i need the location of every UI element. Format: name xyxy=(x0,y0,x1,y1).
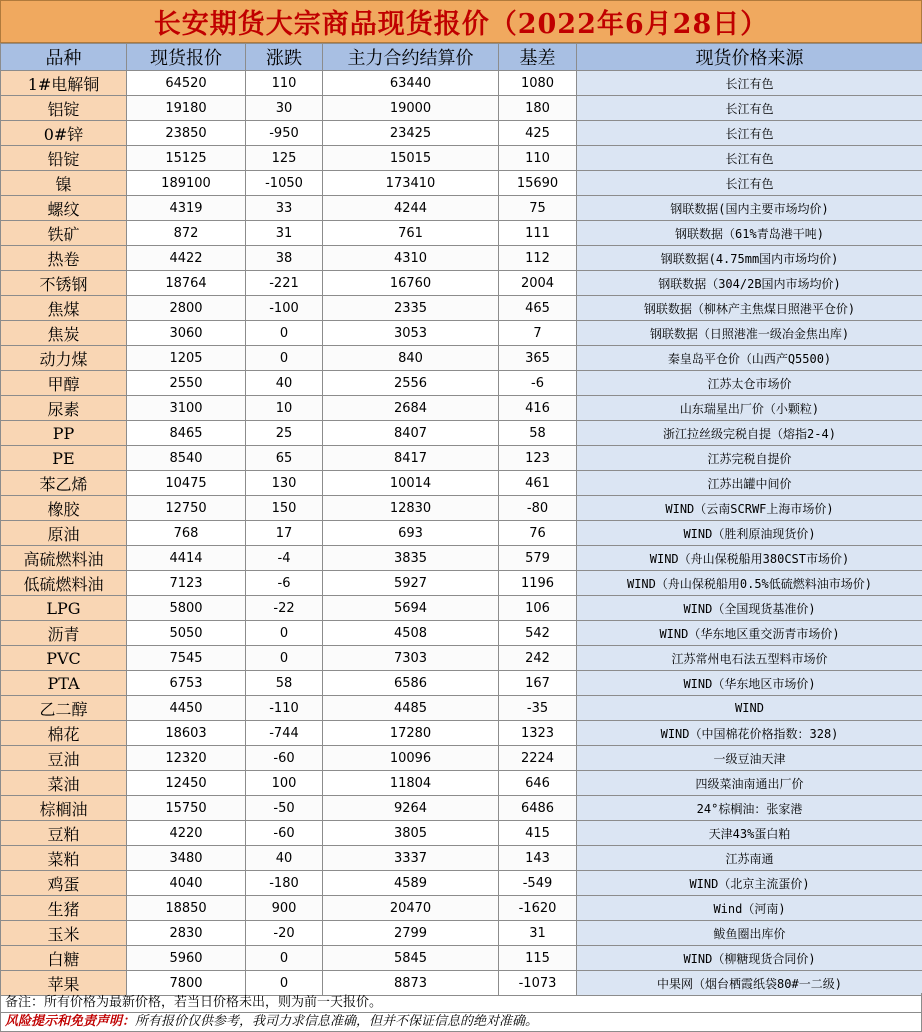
cell-basis: 416 xyxy=(499,396,577,421)
table-row xyxy=(1,971,922,996)
cell-price-source: WIND（华东地区市场价) xyxy=(577,671,922,696)
cell-settlement-price: 2684 xyxy=(323,396,499,421)
cell-spot-price: 5960 xyxy=(127,946,246,971)
table-row xyxy=(1,821,922,846)
table-row xyxy=(1,596,922,621)
cell-change: -4 xyxy=(246,546,323,571)
table-row xyxy=(1,221,922,246)
cell-price-source: 秦皇岛平仓价（山西产Q5500) xyxy=(577,346,922,371)
cell-change: -20 xyxy=(246,921,323,946)
table-row xyxy=(1,721,922,746)
cell-basis: 110 xyxy=(499,146,577,171)
cell-settlement-price: 19000 xyxy=(323,96,499,121)
table-row xyxy=(1,171,922,196)
cell-basis: -80 xyxy=(499,496,577,521)
cell-change: 31 xyxy=(246,221,323,246)
cell-spot-price: 10475 xyxy=(127,471,246,496)
cell-spot-price: 8540 xyxy=(127,446,246,471)
table-row xyxy=(1,121,922,146)
cell-change: -221 xyxy=(246,271,323,296)
cell-price-source: 一级豆油天津 xyxy=(577,746,922,771)
cell-settlement-price: 5694 xyxy=(323,596,499,621)
cell-price-source: Wind（河南) xyxy=(577,896,922,921)
cell-variety: 尿素 xyxy=(1,396,127,421)
table-row xyxy=(1,196,922,221)
cell-settlement-price: 5927 xyxy=(323,571,499,596)
header-change: 涨跌 xyxy=(246,44,323,71)
cell-basis: 167 xyxy=(499,671,577,696)
title-bar xyxy=(0,0,922,43)
cell-variety: 焦煤 xyxy=(1,296,127,321)
cell-variety: 原油 xyxy=(1,521,127,546)
cell-basis: 1323 xyxy=(499,721,577,746)
cell-price-source: 四级菜油南通出厂价 xyxy=(577,771,922,796)
cell-basis: 415 xyxy=(499,821,577,846)
cell-change: 40 xyxy=(246,846,323,871)
cell-spot-price: 6753 xyxy=(127,671,246,696)
cell-basis: 242 xyxy=(499,646,577,671)
cell-basis: 6486 xyxy=(499,796,577,821)
cell-change: 150 xyxy=(246,496,323,521)
table-row xyxy=(1,321,922,346)
cell-variety: PE xyxy=(1,446,127,471)
cell-change: 125 xyxy=(246,146,323,171)
cell-spot-price: 7545 xyxy=(127,646,246,671)
cell-variety: 棕榈油 xyxy=(1,796,127,821)
cell-change: 30 xyxy=(246,96,323,121)
table-row xyxy=(1,571,922,596)
cell-variety: 豆粕 xyxy=(1,821,127,846)
cell-spot-price: 5800 xyxy=(127,596,246,621)
table-row xyxy=(1,96,922,121)
cell-price-source: 钢联数据（柳林产主焦煤日照港平仓价) xyxy=(577,296,922,321)
cell-spot-price: 3480 xyxy=(127,846,246,871)
cell-basis: 15690 xyxy=(499,171,577,196)
cell-settlement-price: 8873 xyxy=(323,971,499,996)
cell-settlement-price: 23425 xyxy=(323,121,499,146)
cell-change: 0 xyxy=(246,321,323,346)
table-row xyxy=(1,546,922,571)
cell-variety: 热卷 xyxy=(1,246,127,271)
table-row xyxy=(1,246,922,271)
cell-variety: 生猪 xyxy=(1,896,127,921)
table-row xyxy=(1,771,922,796)
cell-variety: LPG xyxy=(1,596,127,621)
cell-change: -60 xyxy=(246,746,323,771)
cell-change: 17 xyxy=(246,521,323,546)
cell-change: 900 xyxy=(246,896,323,921)
cell-basis: 75 xyxy=(499,196,577,221)
cell-basis: 106 xyxy=(499,596,577,621)
cell-basis: 123 xyxy=(499,446,577,471)
cell-settlement-price: 8417 xyxy=(323,446,499,471)
cell-price-source: WIND（云南SCRWF上海市场价) xyxy=(577,496,922,521)
cell-spot-price: 3100 xyxy=(127,396,246,421)
cell-change: -744 xyxy=(246,721,323,746)
cell-change: -100 xyxy=(246,296,323,321)
cell-spot-price: 64520 xyxy=(127,71,246,96)
cell-variety: 苹果 xyxy=(1,971,127,996)
cell-settlement-price: 840 xyxy=(323,346,499,371)
cell-variety: 棉花 xyxy=(1,721,127,746)
header-spot-price: 现货报价 xyxy=(127,44,246,71)
table-row xyxy=(1,621,922,646)
cell-price-source: WIND（胜利原油现货价) xyxy=(577,521,922,546)
cell-settlement-price: 693 xyxy=(323,521,499,546)
cell-price-source: 钢联数据(4.75mm国内市场均价) xyxy=(577,246,922,271)
table-row xyxy=(1,71,922,96)
cell-variety: 1#电解铜 xyxy=(1,71,127,96)
cell-change: 0 xyxy=(246,946,323,971)
cell-settlement-price: 4310 xyxy=(323,246,499,271)
cell-spot-price: 4040 xyxy=(127,871,246,896)
cell-price-source: 浙江拉丝级完税自提（熔指2-4) xyxy=(577,421,922,446)
cell-spot-price: 4220 xyxy=(127,821,246,846)
cell-settlement-price: 16760 xyxy=(323,271,499,296)
cell-change: 0 xyxy=(246,971,323,996)
cell-price-source: 钢联数据（日照港准一级冶金焦出库) xyxy=(577,321,922,346)
cell-change: -60 xyxy=(246,821,323,846)
cell-settlement-price: 4589 xyxy=(323,871,499,896)
cell-price-source: 江苏常州电石法五型料市场价 xyxy=(577,646,922,671)
price-table xyxy=(0,43,922,996)
cell-spot-price: 4422 xyxy=(127,246,246,271)
cell-price-source: 江苏南通 xyxy=(577,846,922,871)
table-row xyxy=(1,696,922,721)
cell-price-source: WIND（舟山保税船用0.5%低硫燃料油市场价) xyxy=(577,571,922,596)
cell-variety: 橡胶 xyxy=(1,496,127,521)
cell-settlement-price: 17280 xyxy=(323,721,499,746)
table-row xyxy=(1,796,922,821)
cell-spot-price: 768 xyxy=(127,521,246,546)
cell-change: -22 xyxy=(246,596,323,621)
cell-change: 25 xyxy=(246,421,323,446)
cell-price-source: 山东瑞星出厂价（小颗粒) xyxy=(577,396,922,421)
table-row xyxy=(1,946,922,971)
cell-basis: 111 xyxy=(499,221,577,246)
cell-settlement-price: 761 xyxy=(323,221,499,246)
cell-change: 110 xyxy=(246,71,323,96)
cell-change: 40 xyxy=(246,371,323,396)
cell-variety: PVC xyxy=(1,646,127,671)
cell-variety: 铝锭 xyxy=(1,96,127,121)
cell-spot-price: 1205 xyxy=(127,346,246,371)
cell-basis: 365 xyxy=(499,346,577,371)
header-row xyxy=(1,44,922,71)
cell-basis: 646 xyxy=(499,771,577,796)
cell-basis: 465 xyxy=(499,296,577,321)
cell-variety: 镍 xyxy=(1,171,127,196)
cell-basis: 2004 xyxy=(499,271,577,296)
cell-spot-price: 3060 xyxy=(127,321,246,346)
table-row xyxy=(1,496,922,521)
cell-price-source: 天津43%蛋白粕 xyxy=(577,821,922,846)
cell-spot-price: 4414 xyxy=(127,546,246,571)
cell-change: 0 xyxy=(246,646,323,671)
cell-spot-price: 2830 xyxy=(127,921,246,946)
table-row xyxy=(1,671,922,696)
sheet-title: 长安期货大宗商品现货报价（2022年6月28日） xyxy=(153,9,769,40)
table-row xyxy=(1,871,922,896)
cell-settlement-price: 7303 xyxy=(323,646,499,671)
cell-variety: 沥青 xyxy=(1,621,127,646)
cell-spot-price: 18603 xyxy=(127,721,246,746)
cell-price-source: 长江有色 xyxy=(577,171,922,196)
table-row xyxy=(1,421,922,446)
cell-spot-price: 2800 xyxy=(127,296,246,321)
cell-variety: 白糖 xyxy=(1,946,127,971)
cell-variety: 不锈钢 xyxy=(1,271,127,296)
cell-variety: PTA xyxy=(1,671,127,696)
cell-spot-price: 15750 xyxy=(127,796,246,821)
cell-change: 10 xyxy=(246,396,323,421)
cell-price-source: 24°棕榈油：张家港 xyxy=(577,796,922,821)
cell-variety: 焦炭 xyxy=(1,321,127,346)
cell-spot-price: 5050 xyxy=(127,621,246,646)
cell-spot-price: 12320 xyxy=(127,746,246,771)
cell-basis: 7 xyxy=(499,321,577,346)
cell-spot-price: 7123 xyxy=(127,571,246,596)
cell-price-source: 钢联数据（61%青岛港干吨) xyxy=(577,221,922,246)
cell-price-source: 江苏出罐中间价 xyxy=(577,471,922,496)
cell-basis: -35 xyxy=(499,696,577,721)
cell-basis: 2224 xyxy=(499,746,577,771)
table-row xyxy=(1,746,922,771)
cell-spot-price: 23850 xyxy=(127,121,246,146)
cell-price-source: 江苏太仓市场价 xyxy=(577,371,922,396)
table-row xyxy=(1,271,922,296)
cell-change: -110 xyxy=(246,696,323,721)
cell-basis: 58 xyxy=(499,421,577,446)
cell-price-source: WIND xyxy=(577,696,922,721)
cell-price-source: 钢联数据(国内主要市场均价) xyxy=(577,196,922,221)
cell-basis: 112 xyxy=(499,246,577,271)
cell-change: 38 xyxy=(246,246,323,271)
table-row xyxy=(1,646,922,671)
cell-spot-price: 18850 xyxy=(127,896,246,921)
cell-variety: 甲醇 xyxy=(1,371,127,396)
cell-change: -50 xyxy=(246,796,323,821)
cell-settlement-price: 4508 xyxy=(323,621,499,646)
cell-price-source: 长江有色 xyxy=(577,146,922,171)
cell-settlement-price: 3053 xyxy=(323,321,499,346)
cell-price-source: 长江有色 xyxy=(577,96,922,121)
cell-basis: -1620 xyxy=(499,896,577,921)
footnote-text: 备注：所有价格为最新价格，若当日价格未出，则为前一天报价。 xyxy=(5,995,383,1010)
cell-spot-price: 19180 xyxy=(127,96,246,121)
table-row xyxy=(1,471,922,496)
cell-change: 58 xyxy=(246,671,323,696)
table-row xyxy=(1,296,922,321)
header-price-source: 现货价格来源 xyxy=(577,44,922,71)
table-row xyxy=(1,371,922,396)
footnote xyxy=(0,993,922,1013)
table-row xyxy=(1,446,922,471)
cell-basis: 1196 xyxy=(499,571,577,596)
cell-variety: 乙二醇 xyxy=(1,696,127,721)
cell-price-source: WIND（中国棉花价格指数：328) xyxy=(577,721,922,746)
cell-settlement-price: 3337 xyxy=(323,846,499,871)
cell-basis: 542 xyxy=(499,621,577,646)
cell-spot-price: 4319 xyxy=(127,196,246,221)
cell-change: -1050 xyxy=(246,171,323,196)
cell-spot-price: 18764 xyxy=(127,271,246,296)
cell-variety: 菜油 xyxy=(1,771,127,796)
cell-variety: 低硫燃料油 xyxy=(1,571,127,596)
header-settlement-price: 主力合约结算价 xyxy=(323,44,499,71)
cell-settlement-price: 63440 xyxy=(323,71,499,96)
cell-settlement-price: 20470 xyxy=(323,896,499,921)
cell-settlement-price: 2335 xyxy=(323,296,499,321)
cell-basis: 1080 xyxy=(499,71,577,96)
cell-settlement-price: 4485 xyxy=(323,696,499,721)
risk-text: 所有报价仅供参考，我司力求信息准确，但并不保证信息的绝对准确。 xyxy=(135,1014,539,1029)
cell-spot-price: 15125 xyxy=(127,146,246,171)
cell-price-source: 中果网（烟台栖霞纸袋80#一二级) xyxy=(577,971,922,996)
cell-basis: 31 xyxy=(499,921,577,946)
cell-settlement-price: 3805 xyxy=(323,821,499,846)
cell-settlement-price: 8407 xyxy=(323,421,499,446)
table-row xyxy=(1,521,922,546)
cell-change: 0 xyxy=(246,621,323,646)
cell-change: 33 xyxy=(246,196,323,221)
cell-price-source: 江苏完税自提价 xyxy=(577,446,922,471)
cell-basis: 579 xyxy=(499,546,577,571)
cell-variety: 玉米 xyxy=(1,921,127,946)
cell-change: 130 xyxy=(246,471,323,496)
table-row xyxy=(1,921,922,946)
cell-spot-price: 872 xyxy=(127,221,246,246)
cell-variety: 螺纹 xyxy=(1,196,127,221)
cell-basis: 143 xyxy=(499,846,577,871)
cell-settlement-price: 2556 xyxy=(323,371,499,396)
table-row xyxy=(1,846,922,871)
cell-price-source: 鲅鱼圈出库价 xyxy=(577,921,922,946)
cell-basis: -6 xyxy=(499,371,577,396)
cell-basis: 76 xyxy=(499,521,577,546)
cell-settlement-price: 4244 xyxy=(323,196,499,221)
cell-variety: 菜粕 xyxy=(1,846,127,871)
cell-price-source: WIND（舟山保税船用380CST市场价) xyxy=(577,546,922,571)
cell-spot-price: 2550 xyxy=(127,371,246,396)
cell-spot-price: 12750 xyxy=(127,496,246,521)
cell-price-source: 长江有色 xyxy=(577,71,922,96)
cell-variety: 高硫燃料油 xyxy=(1,546,127,571)
cell-variety: 豆油 xyxy=(1,746,127,771)
table-row xyxy=(1,346,922,371)
cell-spot-price: 7800 xyxy=(127,971,246,996)
cell-basis: -1073 xyxy=(499,971,577,996)
cell-settlement-price: 15015 xyxy=(323,146,499,171)
cell-settlement-price: 2799 xyxy=(323,921,499,946)
cell-basis: -549 xyxy=(499,871,577,896)
cell-variety: 苯乙烯 xyxy=(1,471,127,496)
cell-price-source: WIND（柳糖现货合同价) xyxy=(577,946,922,971)
cell-settlement-price: 3835 xyxy=(323,546,499,571)
cell-settlement-price: 9264 xyxy=(323,796,499,821)
cell-settlement-price: 5845 xyxy=(323,946,499,971)
header-basis: 基差 xyxy=(499,44,577,71)
table-row xyxy=(1,146,922,171)
cell-spot-price: 12450 xyxy=(127,771,246,796)
risk-disclaimer xyxy=(0,1013,922,1032)
cell-settlement-price: 173410 xyxy=(323,171,499,196)
cell-change: -180 xyxy=(246,871,323,896)
cell-price-source: 长江有色 xyxy=(577,121,922,146)
cell-variety: 动力煤 xyxy=(1,346,127,371)
cell-price-source: WIND（全国现货基准价) xyxy=(577,596,922,621)
cell-price-source: 钢联数据（304/2B国内市场均价) xyxy=(577,271,922,296)
cell-change: -950 xyxy=(246,121,323,146)
cell-change: 100 xyxy=(246,771,323,796)
cell-basis: 115 xyxy=(499,946,577,971)
cell-variety: 0#锌 xyxy=(1,121,127,146)
cell-variety: 铁矿 xyxy=(1,221,127,246)
cell-spot-price: 8465 xyxy=(127,421,246,446)
cell-basis: 461 xyxy=(499,471,577,496)
header-variety: 品种 xyxy=(1,44,127,71)
cell-settlement-price: 11804 xyxy=(323,771,499,796)
cell-price-source: WIND（北京主流蛋价) xyxy=(577,871,922,896)
cell-spot-price: 4450 xyxy=(127,696,246,721)
table-row xyxy=(1,896,922,921)
cell-change: 65 xyxy=(246,446,323,471)
cell-variety: 鸡蛋 xyxy=(1,871,127,896)
cell-settlement-price: 10096 xyxy=(323,746,499,771)
table-row xyxy=(1,396,922,421)
cell-change: 0 xyxy=(246,346,323,371)
cell-variety: PP xyxy=(1,421,127,446)
cell-settlement-price: 10014 xyxy=(323,471,499,496)
cell-spot-price: 189100 xyxy=(127,171,246,196)
cell-variety: 铅锭 xyxy=(1,146,127,171)
cell-basis: 180 xyxy=(499,96,577,121)
cell-price-source: WIND（华东地区重交沥青市场价) xyxy=(577,621,922,646)
risk-label: 风险提示和免责声明： xyxy=(5,1014,136,1029)
cell-settlement-price: 6586 xyxy=(323,671,499,696)
cell-change: -6 xyxy=(246,571,323,596)
cell-settlement-price: 12830 xyxy=(323,496,499,521)
cell-basis: 425 xyxy=(499,121,577,146)
